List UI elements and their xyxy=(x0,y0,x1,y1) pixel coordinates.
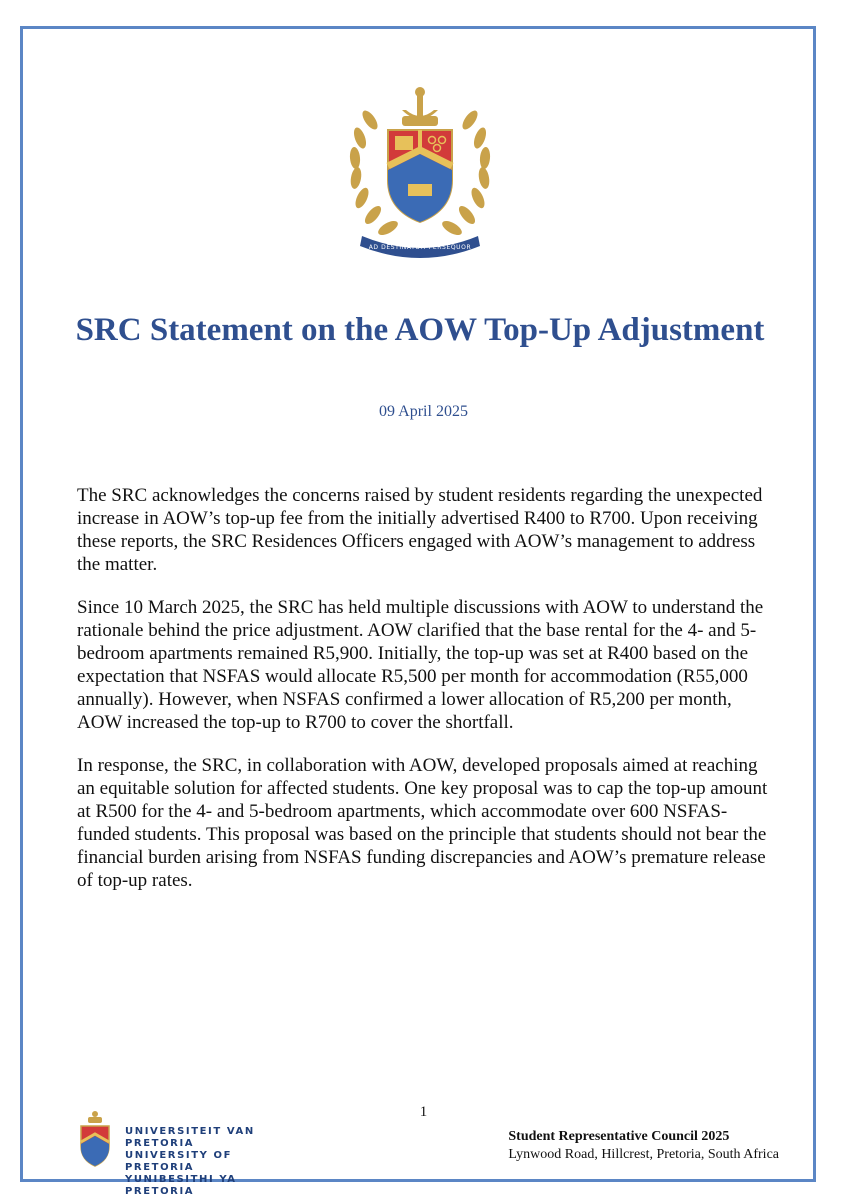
university-name-sepedi: YUNIBESITHI YA PRETORIA xyxy=(125,1174,237,1197)
paragraph: In response, the SRC, in collaboration with AOW, developed proposals aimed at reaching an equitable solution for affected students. One key proposal was to cap the top-up amount at R500 for the 4- and 5-bedroom apartments, which accommodate over 600 NSFAS-funded students. This proposal was based on the principle that students should not bear the financial burden arising from NSFAS funding discrepancies and AOW’s premature release of top-up rates. xyxy=(77,755,768,891)
small-crest-icon xyxy=(81,1111,109,1166)
crest-motto-text: AD DESTINATUM PERSEQUOR xyxy=(368,244,472,251)
university-crest-icon xyxy=(340,80,500,260)
university-name-lines xyxy=(125,1126,295,1198)
paragraph: Since 10 March 2025, the SRC has held multiple discussions with AOW to understand the rationale behind the price adjustment. AOW clarified that the base rental for the 4- and 5-bedroom apartments remained R5,900. Initially, the top-up was set at R400 based on the expectation that NSFAS would allocate R5,500 per month for accommodation (R55,000 annually). However, when NSFAS confirmed a lower allocation of R5,200 per month, AOW increased the top-up to R700 to cover the shortfall. xyxy=(77,597,764,733)
footer-org-name: Student Representative Council 2025 xyxy=(508,1129,730,1144)
university-name-english: UNIVERSITY OF PRETORIA xyxy=(125,1150,233,1173)
document-body xyxy=(77,484,772,912)
page-number: 1 xyxy=(419,1104,428,1120)
document-title: SRC Statement on the AOW Top-Up Adjustment xyxy=(75,312,765,348)
footer-address: Lynwood Road, Hillcrest, Pretoria, South Africa xyxy=(508,1147,779,1162)
footer-contact xyxy=(508,1128,779,1164)
university-name-afrikaans: UNIVERSITEIT VAN PRETORIA xyxy=(125,1126,255,1149)
document-date: 09 April 2025 xyxy=(379,403,468,420)
university-logo xyxy=(75,1108,295,1197)
paragraph: The SRC acknowledges the concerns raised by student residents regarding the unexpected increase in AOW’s top-up fee from the initially advertised R400 to R700. Upon receiving these reports, the SRC Residences Officers engaged with AOW’s management to address the matter. xyxy=(77,485,763,575)
